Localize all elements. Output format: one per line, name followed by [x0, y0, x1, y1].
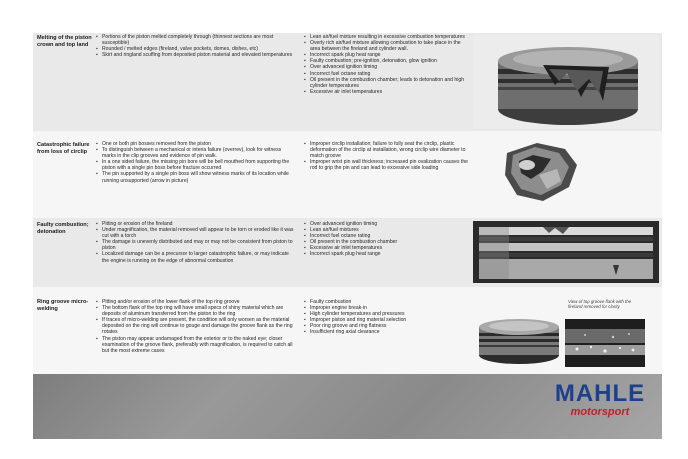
list-item: ▪ Poor ring groove and ring flatness — [304, 323, 469, 329]
row-title: Catastrophic failure from loss of circlip — [37, 142, 90, 155]
list-item: ▪ Incorrect fuel octane rating — [304, 233, 469, 239]
list-item: ▪ Insufficient ring axial clearance — [304, 329, 469, 335]
fireland-pitting-photo — [473, 221, 659, 283]
list-item: ▪ Improper piston and ring material selection — [304, 317, 469, 323]
list-item: ▪ The pin supported by a single pin boss will show witness marks of its location while running unsupported (arrow in picture) — [96, 171, 294, 183]
list-item: ▪ Faulty combustion — [304, 299, 469, 305]
list-item: ▪ Improper circlip installation; failure to fully seat the circlip, plastic deformation of the circlip at installation, wrong circlip wire diameter to match groove — [304, 141, 469, 159]
list-item: ▪ In a one sided failure, the missing pin bore will be bell mouthed from supporting the piston with a single pin boss before fracture occurred — [96, 159, 294, 171]
list-item: ▪ Excessive air inlet temperatures — [304, 89, 469, 95]
row-circlip — [33, 131, 662, 218]
list-item: ▪ Skirt and ringland scuffing from deposited piston material and elevated temperatures — [96, 52, 294, 58]
list-item: ▪ Rounded / melted edges (fireland, valve pockets, domes, dishes, etc) — [96, 46, 294, 52]
list-item: ▪ Portions of the piston melted completely through (thinnest sections are most susceptible) — [96, 34, 294, 46]
list-item: ▪ To distinguish between a mechanical or interia failure (overrev), look for witness marks in the clip grooves and evidence of pin walk. — [96, 147, 294, 159]
list-item: ▪ Over advanced ignition timing — [304, 64, 469, 70]
row-title: Ring groove micro-welding — [37, 299, 89, 312]
row-micro-welding — [33, 287, 662, 374]
causes-list — [96, 221, 294, 264]
mahle-motorsport-logo — [545, 382, 655, 430]
groove-flank-closeup-photo — [565, 319, 645, 367]
list-item: ▪ Localized damage can be a precursor to larger catastrophic failure, or may indicate the engine is running on the edge of abnormal combustion — [96, 251, 294, 263]
effects-list — [304, 221, 469, 258]
photo-caption: View of top groove flank with the fireland removed for clarity — [568, 299, 632, 309]
list-item: ▪ Pitting and/or erosion of the lower flank of the top ring groove — [96, 299, 294, 305]
row-title: Faulty combustion; detonation — [37, 222, 89, 235]
row-title: Melting of the piston crown and top land — [37, 35, 92, 48]
list-item: ▪ Incorrect spark plug heat range — [304, 251, 469, 257]
list-item: ▪ The bottom flank of the top ring will have small specs of shiny material which are deposits of aluminum transferred from the piston to the ring — [96, 305, 294, 317]
list-item: ▪ The piston may appear undamaged from the exterior or to the naked eye; closer examination of the groove flank, preferably with magnification, is required to catch all but the most extreme cases — [96, 336, 294, 354]
list-item: ▪ Overly rich air/fuel mixture allowing combustion to take place in the area between the fireland and cylinder wall. — [304, 40, 469, 52]
list-item: ▪ Lean air/fuel mixtures — [304, 227, 469, 233]
effects-list — [304, 299, 469, 336]
list-item: ▪ High cylinder temperatures and pressures — [304, 311, 469, 317]
list-item: ▪ Over advanced ignition timing — [304, 221, 469, 227]
logo-subtitle: motorsport — [570, 406, 630, 418]
failure-analysis-sheet — [33, 33, 662, 439]
list-item: ▪ Improper engine break-in — [304, 305, 469, 311]
list-item: ▪ Faulty combustion; pre-ignition, detonation, glow ignition — [304, 58, 469, 64]
list-item: ▪ One or both pin bosses removed from the piston — [96, 141, 294, 147]
list-item: ▪ Incorrect fuel octane rating — [304, 71, 469, 77]
row-detonation — [33, 218, 662, 287]
list-item: ▪ If traces of micro-welding are present, the condition will only worsen as the material deposited on the ring will continue to gouge and damage the groove flank as the ring rotates — [96, 317, 294, 335]
list-item: ▪ Excessive air inlet temperatures — [304, 245, 469, 251]
list-item: ▪ Incorrect spark plug heat range — [304, 52, 469, 58]
list-item: ▪ Lean air/fuel mixture resulting in excessive combustion temperatures — [304, 34, 469, 40]
melted-piston-photo — [473, 35, 659, 129]
microwelded-piston-photo — [473, 309, 565, 369]
causes-list — [96, 34, 294, 58]
list-item: ▪ Oil present in the combustion chamber; leads to detonation and high cylinder temperatures — [304, 77, 469, 89]
list-item: ▪ Improper wrist pin wall thickness; increased pin ovalization causes the rod to grip the pin and can lead to excessive side loading — [304, 159, 469, 171]
effects-list — [304, 141, 469, 171]
logo-wordmark: MAHLE — [554, 380, 646, 407]
effects-list — [304, 34, 469, 95]
list-item: ▪ Pitting or erosion of the fireland — [96, 221, 294, 227]
list-item: ▪ The damage is unevenly distributed and may or may not be consistent from piston to piston — [96, 239, 294, 251]
list-item: ▪ Under magnification, the material removed will appear to be torn or eroded like it was cut with a torch — [96, 227, 294, 239]
broken-piston-photo — [473, 135, 659, 215]
causes-list — [96, 299, 294, 354]
causes-list — [96, 141, 294, 184]
list-item: ▪ Oil present in the combustion chamber — [304, 239, 469, 245]
row-melting — [33, 33, 662, 131]
